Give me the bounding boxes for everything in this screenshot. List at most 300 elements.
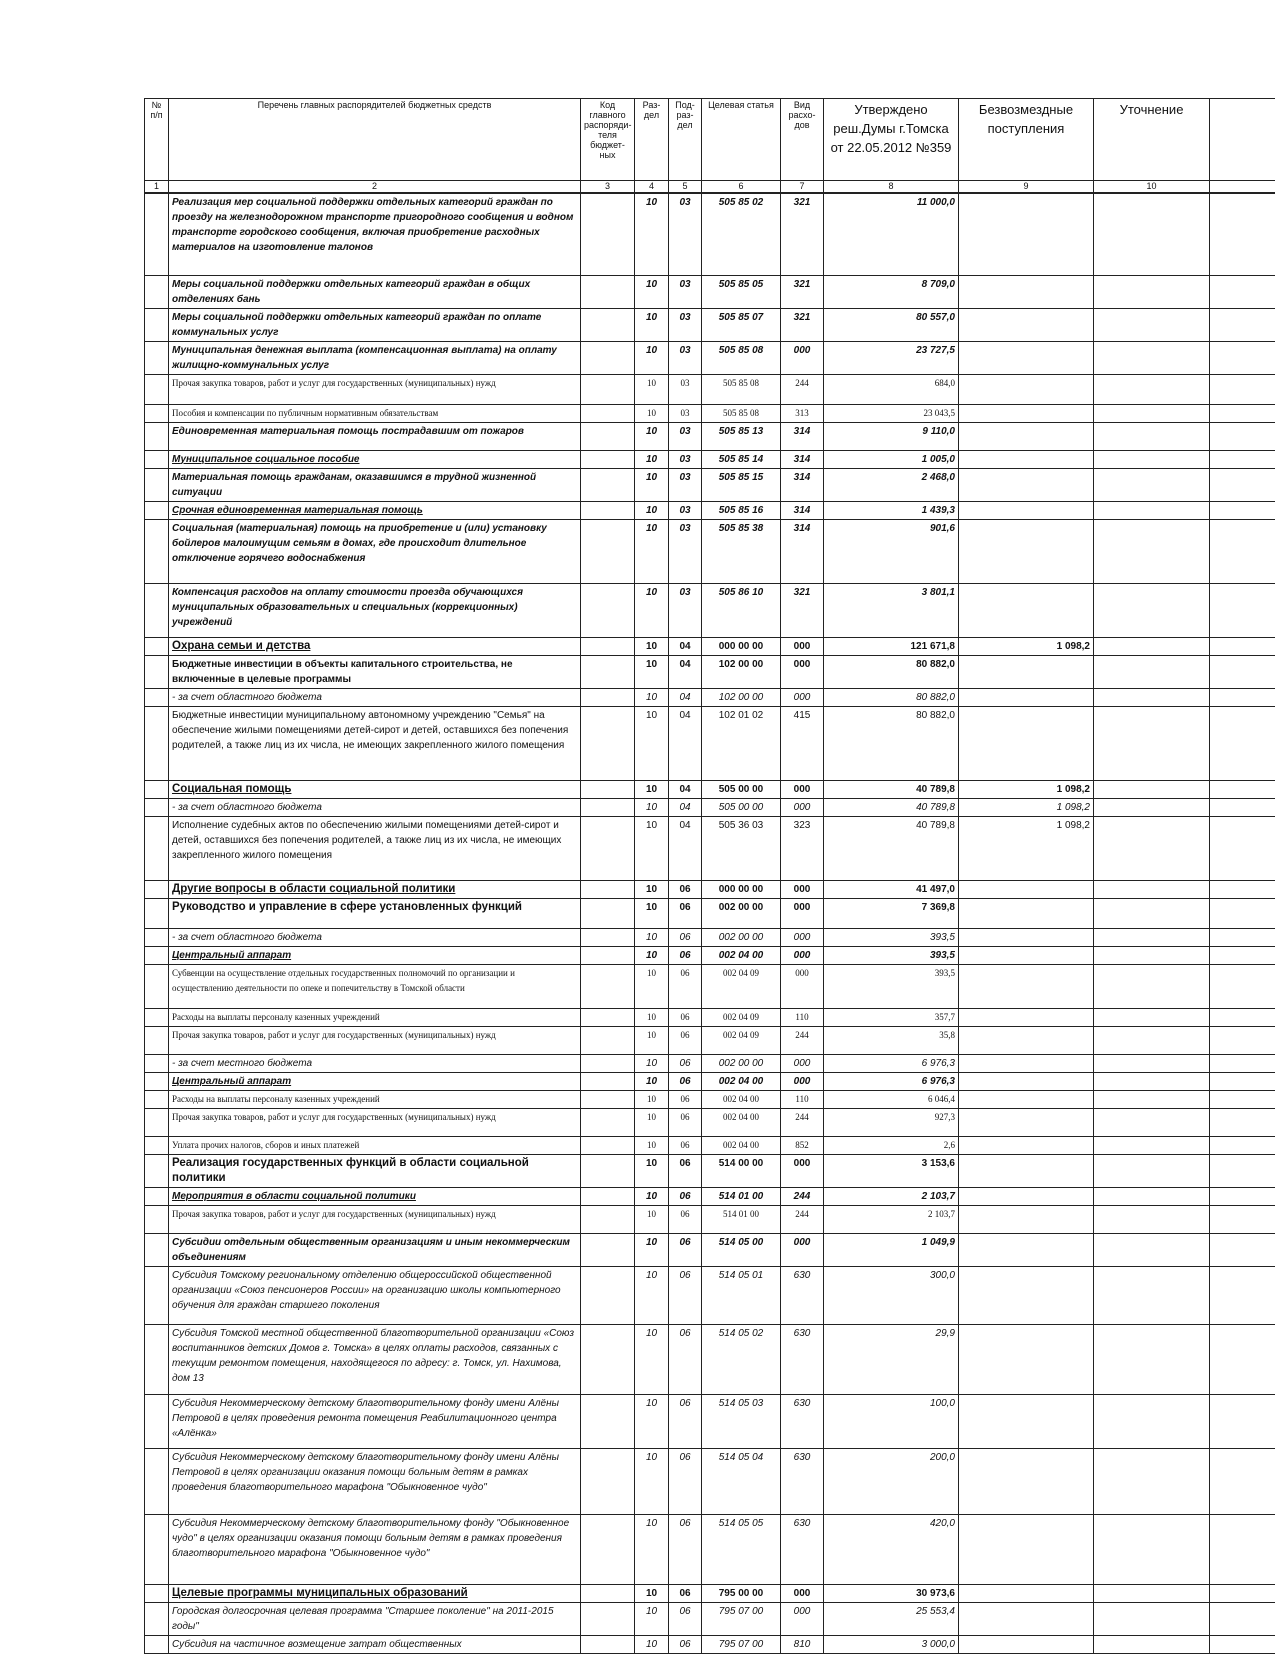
- row-vid-cell: 321: [781, 308, 824, 341]
- row-vid-cell: 321: [781, 583, 824, 637]
- row-name-cell: Центральный аппарат: [169, 946, 581, 964]
- row-celevaya-cell: 002 04 00: [702, 1090, 781, 1108]
- row-bezvozm-cell: [959, 1054, 1094, 1072]
- row-celevaya-cell: 514 05 02: [702, 1324, 781, 1394]
- row-name-cell: Муниципальная денежная выплата (компенсационная выплата) на оплату жилищно-коммунальных услуг: [169, 341, 581, 374]
- table-row: [145, 1635, 1275, 1653]
- row-name-cell: Субсидия Томскому региональному отделению общероссийской общественной организации «Союз пенсионеров России» на организацию школы компьютерного обучения для граждан старшего поколения: [169, 1266, 581, 1324]
- row-utverzhdeno-cell: 8 709,0: [824, 275, 959, 308]
- row-kod-cell: [581, 655, 635, 688]
- row-kod-cell: [581, 1090, 635, 1108]
- row-extra-cell: [1210, 308, 1275, 341]
- row-kod-cell: [581, 374, 635, 404]
- row-podrazdel-cell: 06: [669, 1154, 702, 1187]
- row-name-cell: Компенсация расходов на оплату стоимости проезда обучающихся муниципальных образовательных и специальных (коррекционных) учреждений: [169, 583, 581, 637]
- row-utochnenie-cell: [1094, 798, 1210, 816]
- row-podrazdel-cell: 06: [669, 1602, 702, 1635]
- row-bezvozm-cell: 1 098,2: [959, 816, 1094, 880]
- row-extra-cell: [1210, 341, 1275, 374]
- row-podrazdel-cell: 06: [669, 1233, 702, 1266]
- row-utochnenie-cell: [1094, 450, 1210, 468]
- row-celevaya-cell: 002 04 09: [702, 1026, 781, 1054]
- row-vid-cell: 000: [781, 964, 824, 1008]
- row-razdel-cell: 10: [635, 583, 669, 637]
- row-name-cell: Уплата прочих налогов, сборов и иных платежей: [169, 1136, 581, 1154]
- row-celevaya-cell: 002 00 00: [702, 898, 781, 928]
- row-utochnenie-cell: [1094, 1233, 1210, 1266]
- table-row: [145, 816, 1275, 880]
- row-name-cell: - за счет местного бюджета: [169, 1054, 581, 1072]
- row-utochnenie-cell: [1094, 374, 1210, 404]
- row-num-cell: [145, 1602, 169, 1635]
- row-celevaya-cell: 795 00 00: [702, 1584, 781, 1602]
- table-row: [145, 468, 1275, 501]
- row-num-cell: [145, 1233, 169, 1266]
- row-vid-cell: 110: [781, 1008, 824, 1026]
- row-podrazdel-cell: 03: [669, 275, 702, 308]
- row-razdel-cell: 10: [635, 1008, 669, 1026]
- row-kod-cell: [581, 422, 635, 450]
- table-row: [145, 1008, 1275, 1026]
- row-utverzhdeno-cell: 121 671,8: [824, 637, 959, 655]
- budget-table: [144, 98, 1275, 1654]
- row-num-cell: [145, 688, 169, 706]
- colnum-4: 4: [635, 181, 669, 194]
- row-extra-cell: [1210, 928, 1275, 946]
- row-kod-cell: [581, 501, 635, 519]
- row-celevaya-cell: 505 00 00: [702, 798, 781, 816]
- row-num-cell: [145, 1448, 169, 1514]
- row-num-cell: [145, 655, 169, 688]
- row-celevaya-cell: 514 05 04: [702, 1448, 781, 1514]
- row-extra-cell: [1210, 1072, 1275, 1090]
- row-utverzhdeno-cell: 80 557,0: [824, 308, 959, 341]
- row-razdel-cell: 10: [635, 964, 669, 1008]
- colnum-1: 1: [145, 181, 169, 194]
- row-celevaya-cell: 002 04 09: [702, 1008, 781, 1026]
- row-razdel-cell: 10: [635, 816, 669, 880]
- row-razdel-cell: 10: [635, 275, 669, 308]
- row-razdel-cell: 10: [635, 655, 669, 688]
- table-row: [145, 1026, 1275, 1054]
- row-podrazdel-cell: 06: [669, 946, 702, 964]
- row-razdel-cell: 10: [635, 637, 669, 655]
- row-celevaya-cell: 795 07 00: [702, 1602, 781, 1635]
- row-name-cell: Субсидия на частичное возмещение затрат общественных: [169, 1635, 581, 1653]
- table-row: [145, 404, 1275, 422]
- row-utverzhdeno-cell: 393,5: [824, 946, 959, 964]
- row-kod-cell: [581, 1584, 635, 1602]
- row-utochnenie-cell: [1094, 1008, 1210, 1026]
- row-kod-cell: [581, 1514, 635, 1584]
- row-num-cell: [145, 880, 169, 898]
- budget-table-sheet: [144, 98, 1275, 1654]
- row-vid-cell: 323: [781, 816, 824, 880]
- table-row: [145, 1324, 1275, 1394]
- row-razdel-cell: 10: [635, 1154, 669, 1187]
- table-row: [145, 1072, 1275, 1090]
- row-num-cell: [145, 468, 169, 501]
- row-utochnenie-cell: [1094, 1584, 1210, 1602]
- row-celevaya-cell: 002 04 00: [702, 1072, 781, 1090]
- row-extra-cell: [1210, 374, 1275, 404]
- row-celevaya-cell: 505 85 14: [702, 450, 781, 468]
- row-bezvozm-cell: [959, 1072, 1094, 1090]
- row-name-cell: Прочая закупка товаров, работ и услуг для государственных (муниципальных) нужд: [169, 1205, 581, 1233]
- row-num-cell: [145, 341, 169, 374]
- row-extra-cell: [1210, 1054, 1275, 1072]
- row-utochnenie-cell: [1094, 1514, 1210, 1584]
- row-extra-cell: [1210, 1514, 1275, 1584]
- row-utverzhdeno-cell: 200,0: [824, 1448, 959, 1514]
- row-extra-cell: [1210, 655, 1275, 688]
- row-celevaya-cell: 505 85 38: [702, 519, 781, 583]
- row-razdel-cell: 10: [635, 422, 669, 450]
- row-utverzhdeno-cell: 684,0: [824, 374, 959, 404]
- row-vid-cell: 244: [781, 1205, 824, 1233]
- row-num-cell: [145, 404, 169, 422]
- row-vid-cell: 000: [781, 341, 824, 374]
- row-razdel-cell: 10: [635, 1136, 669, 1154]
- row-bezvozm-cell: [959, 1266, 1094, 1324]
- row-utverzhdeno-cell: 393,5: [824, 964, 959, 1008]
- row-num-cell: [145, 308, 169, 341]
- row-utverzhdeno-cell: 927,3: [824, 1108, 959, 1136]
- row-razdel-cell: 10: [635, 1635, 669, 1653]
- row-name-cell: Единовременная материальная помощь пострадавшим от пожаров: [169, 422, 581, 450]
- row-name-cell: Прочая закупка товаров, работ и услуг для государственных (муниципальных) нужд: [169, 1108, 581, 1136]
- row-extra-cell: [1210, 1602, 1275, 1635]
- row-celevaya-cell: 002 00 00: [702, 1054, 781, 1072]
- row-podrazdel-cell: 03: [669, 308, 702, 341]
- row-bezvozm-cell: [959, 1602, 1094, 1635]
- row-podrazdel-cell: 04: [669, 780, 702, 798]
- row-extra-cell: [1210, 1394, 1275, 1448]
- row-vid-cell: 000: [781, 898, 824, 928]
- row-celevaya-cell: 102 01 02: [702, 706, 781, 780]
- row-extra-cell: [1210, 1266, 1275, 1324]
- row-utochnenie-cell: [1094, 1154, 1210, 1187]
- row-utochnenie-cell: [1094, 1136, 1210, 1154]
- row-utochnenie-cell: [1094, 688, 1210, 706]
- header-row: [145, 99, 1275, 181]
- row-bezvozm-cell: [959, 519, 1094, 583]
- row-num-cell: [145, 898, 169, 928]
- row-bezvozm-cell: [959, 964, 1094, 1008]
- row-name-cell: - за счет областного бюджета: [169, 798, 581, 816]
- row-podrazdel-cell: 04: [669, 655, 702, 688]
- row-utverzhdeno-cell: 1 439,3: [824, 501, 959, 519]
- row-utochnenie-cell: [1094, 1266, 1210, 1324]
- table-row: [145, 880, 1275, 898]
- row-vid-cell: 810: [781, 1635, 824, 1653]
- row-celevaya-cell: 505 85 08: [702, 404, 781, 422]
- row-bezvozm-cell: [959, 946, 1094, 964]
- row-kod-cell: [581, 404, 635, 422]
- row-kod-cell: [581, 706, 635, 780]
- row-vid-cell: 000: [781, 928, 824, 946]
- colnum-extra: [1210, 181, 1275, 194]
- row-celevaya-cell: 514 05 00: [702, 1233, 781, 1266]
- row-celevaya-cell: 514 05 03: [702, 1394, 781, 1448]
- row-vid-cell: 000: [781, 1602, 824, 1635]
- row-extra-cell: [1210, 422, 1275, 450]
- row-razdel-cell: 10: [635, 519, 669, 583]
- row-utverzhdeno-cell: 40 789,8: [824, 798, 959, 816]
- table-row: [145, 798, 1275, 816]
- row-name-cell: Исполнение судебных актов по обеспечению жилыми помещениями детей-сирот и детей, оставшихся без попечения родителей, а также лиц из их числа, не имеющих закрепленного жилого помещения: [169, 816, 581, 880]
- row-utverzhdeno-cell: 11 000,0: [824, 193, 959, 275]
- row-celevaya-cell: 514 00 00: [702, 1154, 781, 1187]
- table-row: [145, 688, 1275, 706]
- table-row: [145, 308, 1275, 341]
- row-bezvozm-cell: [959, 501, 1094, 519]
- table-body: [145, 193, 1275, 1653]
- row-extra-cell: [1210, 1026, 1275, 1054]
- row-celevaya-cell: 505 86 10: [702, 583, 781, 637]
- row-utverzhdeno-cell: 3 153,6: [824, 1154, 959, 1187]
- row-num-cell: [145, 422, 169, 450]
- row-vid-cell: 000: [781, 880, 824, 898]
- row-bezvozm-cell: [959, 1635, 1094, 1653]
- table-row: [145, 1584, 1275, 1602]
- row-razdel-cell: 10: [635, 1584, 669, 1602]
- row-bezvozm-cell: [959, 1187, 1094, 1205]
- row-razdel-cell: 10: [635, 928, 669, 946]
- row-extra-cell: [1210, 275, 1275, 308]
- row-vid-cell: 000: [781, 798, 824, 816]
- row-num-cell: [145, 1584, 169, 1602]
- row-kod-cell: [581, 1635, 635, 1653]
- header-kod: Код главного распоряди-теля бюджет-ных: [581, 99, 635, 181]
- row-extra-cell: [1210, 1448, 1275, 1514]
- row-vid-cell: 000: [781, 1233, 824, 1266]
- row-kod-cell: [581, 928, 635, 946]
- colnum-10: 10: [1094, 181, 1210, 194]
- row-utochnenie-cell: [1094, 1072, 1210, 1090]
- row-razdel-cell: 10: [635, 1072, 669, 1090]
- row-bezvozm-cell: [959, 275, 1094, 308]
- row-vid-cell: 630: [781, 1266, 824, 1324]
- row-bezvozm-cell: [959, 583, 1094, 637]
- table-row: [145, 1266, 1275, 1324]
- row-bezvozm-cell: [959, 1090, 1094, 1108]
- row-podrazdel-cell: 03: [669, 468, 702, 501]
- row-podrazdel-cell: 06: [669, 1136, 702, 1154]
- row-vid-cell: 852: [781, 1136, 824, 1154]
- row-name-cell: Субсидия Некоммерческому детскому благотворительному фонду "Обыкновенное чудо" в целях организации оказания помощи больным детям в рамках проведения благотворительного марафона "Обыкновенное чудо": [169, 1514, 581, 1584]
- row-kod-cell: [581, 1026, 635, 1054]
- row-vid-cell: 630: [781, 1448, 824, 1514]
- header-bezvozm: Безвозмездные поступления: [959, 99, 1094, 181]
- table-row: [145, 898, 1275, 928]
- row-utverzhdeno-cell: 25 553,4: [824, 1602, 959, 1635]
- row-razdel-cell: 10: [635, 374, 669, 404]
- row-name-cell: Субсидия Некоммерческому детскому благотворительному фонду имени Алёны Петровой в целях проведения ремонта помещения Реабилитационного центра «Алёнка»: [169, 1394, 581, 1448]
- row-vid-cell: 314: [781, 468, 824, 501]
- row-bezvozm-cell: [959, 655, 1094, 688]
- row-name-cell: - за счет областного бюджета: [169, 928, 581, 946]
- row-utverzhdeno-cell: 29,9: [824, 1324, 959, 1394]
- row-kod-cell: [581, 275, 635, 308]
- row-podrazdel-cell: 06: [669, 1394, 702, 1448]
- row-celevaya-cell: 000 00 00: [702, 637, 781, 655]
- row-utverzhdeno-cell: 3 000,0: [824, 1635, 959, 1653]
- row-kod-cell: [581, 450, 635, 468]
- row-vid-cell: 000: [781, 946, 824, 964]
- row-bezvozm-cell: 1 098,2: [959, 780, 1094, 798]
- row-extra-cell: [1210, 1324, 1275, 1394]
- row-podrazdel-cell: 03: [669, 404, 702, 422]
- row-bezvozm-cell: [959, 706, 1094, 780]
- row-kod-cell: [581, 816, 635, 880]
- colnum-8: 8: [824, 181, 959, 194]
- row-razdel-cell: 10: [635, 193, 669, 275]
- row-vid-cell: 000: [781, 1054, 824, 1072]
- row-extra-cell: [1210, 798, 1275, 816]
- row-vid-cell: 000: [781, 688, 824, 706]
- row-utochnenie-cell: [1094, 637, 1210, 655]
- table-row: [145, 193, 1275, 275]
- row-razdel-cell: 10: [635, 688, 669, 706]
- row-kod-cell: [581, 1205, 635, 1233]
- row-utochnenie-cell: [1094, 275, 1210, 308]
- table-row: [145, 1136, 1275, 1154]
- row-utochnenie-cell: [1094, 655, 1210, 688]
- row-utverzhdeno-cell: 3 801,1: [824, 583, 959, 637]
- row-extra-cell: [1210, 1136, 1275, 1154]
- row-celevaya-cell: 505 85 13: [702, 422, 781, 450]
- row-razdel-cell: 10: [635, 404, 669, 422]
- row-extra-cell: [1210, 1090, 1275, 1108]
- row-kod-cell: [581, 583, 635, 637]
- row-utverzhdeno-cell: 6 976,3: [824, 1072, 959, 1090]
- row-razdel-cell: 10: [635, 468, 669, 501]
- row-num-cell: [145, 583, 169, 637]
- row-podrazdel-cell: 06: [669, 1266, 702, 1324]
- row-num-cell: [145, 374, 169, 404]
- row-kod-cell: [581, 1602, 635, 1635]
- row-kod-cell: [581, 1233, 635, 1266]
- row-extra-cell: [1210, 1205, 1275, 1233]
- row-num-cell: [145, 1108, 169, 1136]
- row-vid-cell: 321: [781, 275, 824, 308]
- table-row: [145, 1108, 1275, 1136]
- row-utverzhdeno-cell: 300,0: [824, 1266, 959, 1324]
- row-utochnenie-cell: [1094, 422, 1210, 450]
- column-number-row: [145, 181, 1275, 194]
- header-vid: Вид расхо-дов: [781, 99, 824, 181]
- row-podrazdel-cell: 06: [669, 1026, 702, 1054]
- header-celevaya: Целевая статья: [702, 99, 781, 181]
- row-celevaya-cell: 514 01 00: [702, 1205, 781, 1233]
- row-podrazdel-cell: 06: [669, 1635, 702, 1653]
- row-name-cell: Меры социальной поддержки отдельных категорий граждан в общих отделениях бань: [169, 275, 581, 308]
- table-row: [145, 1602, 1275, 1635]
- table-row: [145, 1205, 1275, 1233]
- row-kod-cell: [581, 1072, 635, 1090]
- row-vid-cell: 630: [781, 1324, 824, 1394]
- row-kod-cell: [581, 964, 635, 1008]
- row-extra-cell: [1210, 688, 1275, 706]
- row-utverzhdeno-cell: 9 110,0: [824, 422, 959, 450]
- row-celevaya-cell: 505 85 16: [702, 501, 781, 519]
- row-bezvozm-cell: [959, 1008, 1094, 1026]
- row-utochnenie-cell: [1094, 341, 1210, 374]
- row-extra-cell: [1210, 404, 1275, 422]
- row-name-cell: - за счет областного бюджета: [169, 688, 581, 706]
- header-razdel: Раз-дел: [635, 99, 669, 181]
- row-utochnenie-cell: [1094, 1090, 1210, 1108]
- row-celevaya-cell: 505 85 15: [702, 468, 781, 501]
- row-utochnenie-cell: [1094, 880, 1210, 898]
- row-celevaya-cell: 102 00 00: [702, 688, 781, 706]
- row-celevaya-cell: 505 36 03: [702, 816, 781, 880]
- row-name-cell: Охрана семьи и детства: [169, 637, 581, 655]
- row-podrazdel-cell: 04: [669, 816, 702, 880]
- header-name: Перечень главных распорядителей бюджетных средств: [169, 99, 581, 181]
- row-extra-cell: [1210, 637, 1275, 655]
- row-bezvozm-cell: [959, 422, 1094, 450]
- row-utochnenie-cell: [1094, 964, 1210, 1008]
- row-podrazdel-cell: 03: [669, 519, 702, 583]
- row-bezvozm-cell: [959, 193, 1094, 275]
- row-razdel-cell: 10: [635, 1448, 669, 1514]
- row-utochnenie-cell: [1094, 468, 1210, 501]
- row-vid-cell: 314: [781, 501, 824, 519]
- row-vid-cell: 110: [781, 1090, 824, 1108]
- row-name-cell: Реализация государственных функций в области социальной политики: [169, 1154, 581, 1187]
- row-utochnenie-cell: [1094, 1635, 1210, 1653]
- row-extra-cell: [1210, 519, 1275, 583]
- table-row: [145, 637, 1275, 655]
- row-bezvozm-cell: [959, 1394, 1094, 1448]
- row-bezvozm-cell: [959, 450, 1094, 468]
- row-bezvozm-cell: [959, 688, 1094, 706]
- row-razdel-cell: 10: [635, 450, 669, 468]
- row-kod-cell: [581, 519, 635, 583]
- row-vid-cell: 321: [781, 193, 824, 275]
- row-utverzhdeno-cell: 40 789,8: [824, 816, 959, 880]
- table-row: [145, 964, 1275, 1008]
- row-name-cell: Субвенции на осуществление отдельных государственных полномочий по организации и осуществлению деятельности по опеке и попечительству в Томской области: [169, 964, 581, 1008]
- row-name-cell: Муниципальное социальное пособие: [169, 450, 581, 468]
- row-vid-cell: 000: [781, 780, 824, 798]
- row-bezvozm-cell: [959, 374, 1094, 404]
- row-utverzhdeno-cell: 2,6: [824, 1136, 959, 1154]
- row-extra-cell: [1210, 468, 1275, 501]
- row-vid-cell: 314: [781, 450, 824, 468]
- row-num-cell: [145, 1394, 169, 1448]
- row-razdel-cell: 10: [635, 706, 669, 780]
- row-bezvozm-cell: [959, 1514, 1094, 1584]
- row-name-cell: Мероприятия в области социальной политики: [169, 1187, 581, 1205]
- row-num-cell: [145, 519, 169, 583]
- row-podrazdel-cell: 04: [669, 688, 702, 706]
- colnum-2: 2: [169, 181, 581, 194]
- row-utochnenie-cell: [1094, 1324, 1210, 1394]
- header-utverzhdeno: Утверждено реш.Думы г.Томска от 22.05.2012 №359: [824, 99, 959, 181]
- row-kod-cell: [581, 193, 635, 275]
- row-podrazdel-cell: 03: [669, 374, 702, 404]
- row-utochnenie-cell: [1094, 1394, 1210, 1448]
- row-utochnenie-cell: [1094, 404, 1210, 422]
- row-celevaya-cell: 514 05 01: [702, 1266, 781, 1324]
- row-podrazdel-cell: 04: [669, 798, 702, 816]
- row-bezvozm-cell: 1 098,2: [959, 798, 1094, 816]
- row-kod-cell: [581, 1266, 635, 1324]
- row-vid-cell: 314: [781, 422, 824, 450]
